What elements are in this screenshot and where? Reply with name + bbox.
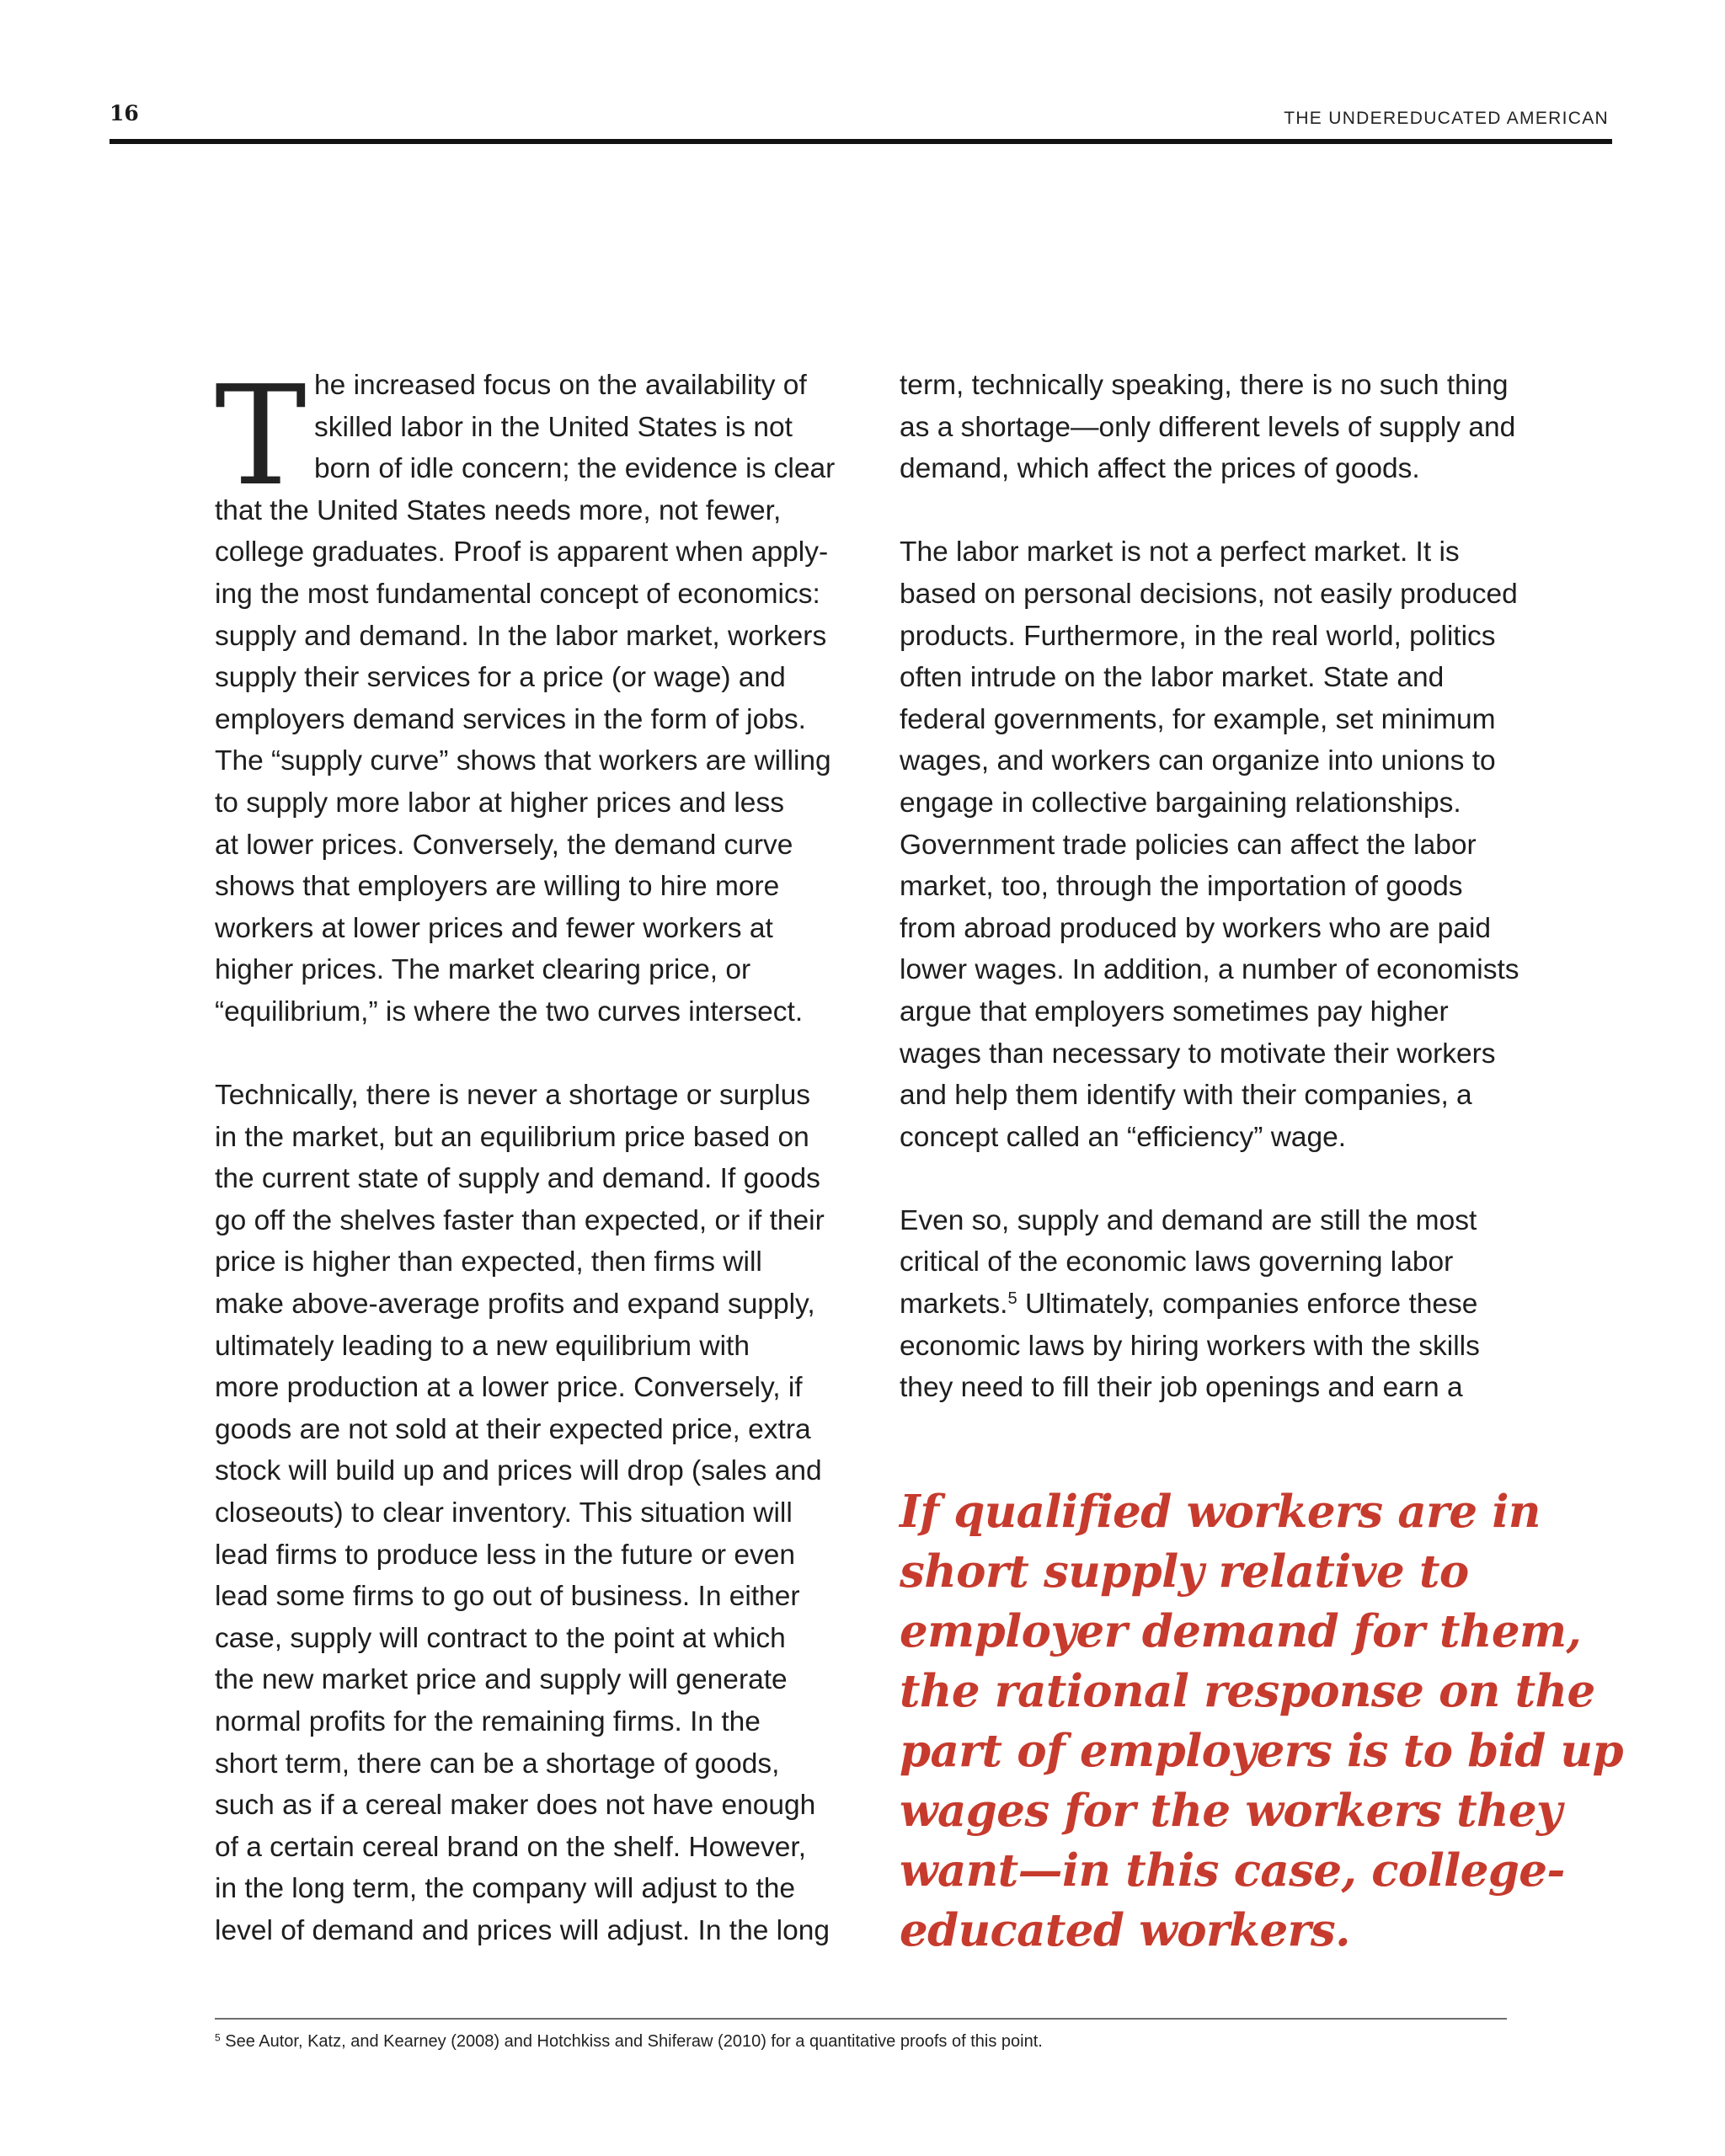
footnote-number: 5 [215, 2031, 221, 2044]
text-line: such as if a cereal maker does not have enough [215, 1790, 816, 1822]
text-line: in the long term, the company will adjust to the [215, 1873, 795, 1905]
text-line: they need to fill their job openings and earn a [900, 1372, 1463, 1404]
text-line: and help them identify with their companies, a [900, 1080, 1472, 1112]
text-line: The “supply curve” shows that workers are willing [215, 745, 831, 777]
text-line: term, technically speaking, there is no such thing [900, 370, 1509, 401]
text-line: wages than necessary to motivate their workers [900, 1038, 1496, 1070]
text-line: supply their services for a price (or wage) and [215, 662, 786, 694]
text-line: supply and demand. In the labor market, workers [215, 620, 827, 652]
text-line: argue that employers sometimes pay higher [900, 995, 1449, 1027]
right-column [900, 365, 1519, 1409]
text-line: short term, there can be a shortage of goods, [215, 1748, 780, 1780]
paragraph-gap [215, 1033, 825, 1075]
text-line: Even so, supply and demand are still the most [900, 1204, 1477, 1236]
paragraph-gap [900, 1158, 1510, 1200]
running-title: THE UNDEREDUCATED AMERICAN [1284, 109, 1609, 128]
text-line: born of idle concern; the evidence is clear [314, 453, 836, 485]
paragraph-gap [900, 490, 1510, 532]
pull-quote-line: the rational response on the [900, 1665, 1595, 1717]
footnote-reference[interactable]: 5 [1007, 1289, 1017, 1309]
text-line: “equilibrium,” is where the two curves intersect. [215, 995, 804, 1027]
text-line: case, supply will contract to the point at which [215, 1622, 786, 1654]
text-line: often intrude on the labor market. State and [900, 662, 1445, 694]
text-line: go off the shelves faster than expected, or if their [215, 1204, 825, 1236]
text-line: engage in collective bargaining relationships. [900, 787, 1461, 819]
text-line: lead some firms to go out of business. In either [215, 1581, 800, 1613]
text-line: stock will build up and prices will drop (sales and [215, 1455, 822, 1487]
text-line: he increased focus on the availability of [314, 370, 807, 401]
page-number: 16 [109, 101, 139, 125]
text-line: normal profits for the remaining firms. In the [215, 1706, 761, 1737]
text-line: economic laws by hiring workers with the skills [900, 1330, 1480, 1362]
text-line: closeouts) to clear inventory. This situation will [215, 1497, 793, 1529]
text-line: concept called an “efficiency” wage. [900, 1121, 1347, 1153]
text-line: Technically, there is never a shortage or surplus [215, 1080, 810, 1112]
text-line: based on personal decisions, not easily produced [900, 578, 1518, 610]
text-line: price is higher than expected, then firms will [215, 1246, 762, 1278]
text-line: ing the most fundamental concept of economics: [215, 578, 820, 610]
text-line: employers demand services in the form of jobs. [215, 703, 806, 735]
text-line: Government trade policies can affect the labor [900, 829, 1477, 861]
text-line: products. Furthermore, in the real world, politics [900, 620, 1496, 652]
text-line: lower wages. In addition, a number of economists [900, 954, 1519, 986]
text-line: at lower prices. Conversely, the demand curve [215, 829, 793, 861]
text-line [900, 1283, 1510, 1326]
text-line: to supply more labor at higher prices and less [215, 787, 784, 819]
footnote-rule [215, 2018, 1507, 2020]
text-line: wages, and workers can organize into unions to [900, 745, 1496, 777]
text-line: shows that employers are willing to hire more [215, 871, 780, 903]
text-line: higher prices. The market clearing price, or [215, 954, 751, 986]
drop-cap: T [215, 357, 307, 516]
text-line: the current state of supply and demand. If goods [215, 1163, 820, 1195]
text-line: goods are not sold at their expected price, extra [215, 1413, 811, 1445]
text-line: workers at lower prices and fewer workers at [215, 912, 773, 944]
text-line: make above-average profits and expand supply, [215, 1289, 815, 1321]
pull-quote-line: educated workers. [900, 1904, 1350, 1956]
text-line: federal governments, for example, set minimum [900, 703, 1496, 735]
pull-quote-line: employer demand for them, [900, 1605, 1582, 1657]
text-fragment: markets. [900, 1289, 1008, 1321]
text-fragment: Ultimately, companies enforce these [1017, 1289, 1478, 1321]
text-line: that the United States needs more, not fewer, [215, 494, 782, 526]
header-rule [109, 139, 1612, 144]
pull-quote-line: part of employers is to bid up [900, 1725, 1623, 1777]
text-line: in the market, but an equilibrium price based on [215, 1121, 809, 1153]
text-line: from abroad produced by workers who are paid [900, 912, 1492, 944]
text-line: The labor market is not a perfect market. It is [900, 536, 1460, 568]
text-line: skilled labor in the United States is not [314, 411, 793, 443]
pull-quote-line: want—in this case, college- [900, 1844, 1565, 1897]
text-line: the new market price and supply will generate [215, 1664, 788, 1696]
text-line: level of demand and prices will adjust. In the long [215, 1914, 830, 1946]
footnote-text: See Autor, Katz, and Kearney (2008) and Hotchkiss and Shiferaw (2010) for a quantitative proofs of this point. [220, 2032, 1043, 2051]
text-line: lead firms to produce less in the future or even [215, 1539, 795, 1571]
text-line: as a shortage—only different levels of supply and [900, 411, 1516, 443]
footnote [215, 2030, 1043, 2053]
pull-quote [900, 1482, 1623, 1961]
text-line: more production at a lower price. Conversely, if [215, 1372, 803, 1404]
text-line: of a certain cereal brand on the shelf. However, [215, 1831, 807, 1863]
pull-quote-line: short supply relative to [900, 1545, 1469, 1598]
text-line: ultimately leading to a new equilibrium with [215, 1330, 750, 1362]
pull-quote-line: If qualified workers are in [900, 1486, 1541, 1538]
text-line: critical of the economic laws governing labor [900, 1246, 1454, 1278]
left-column [215, 357, 836, 1952]
text-line: market, too, through the importation of goods [900, 871, 1463, 903]
pull-quote-line: wages for the workers they [900, 1785, 1562, 1837]
text-line: demand, which affect the prices of goods. [900, 453, 1420, 485]
text-line: college graduates. Proof is apparent when apply- [215, 536, 829, 568]
